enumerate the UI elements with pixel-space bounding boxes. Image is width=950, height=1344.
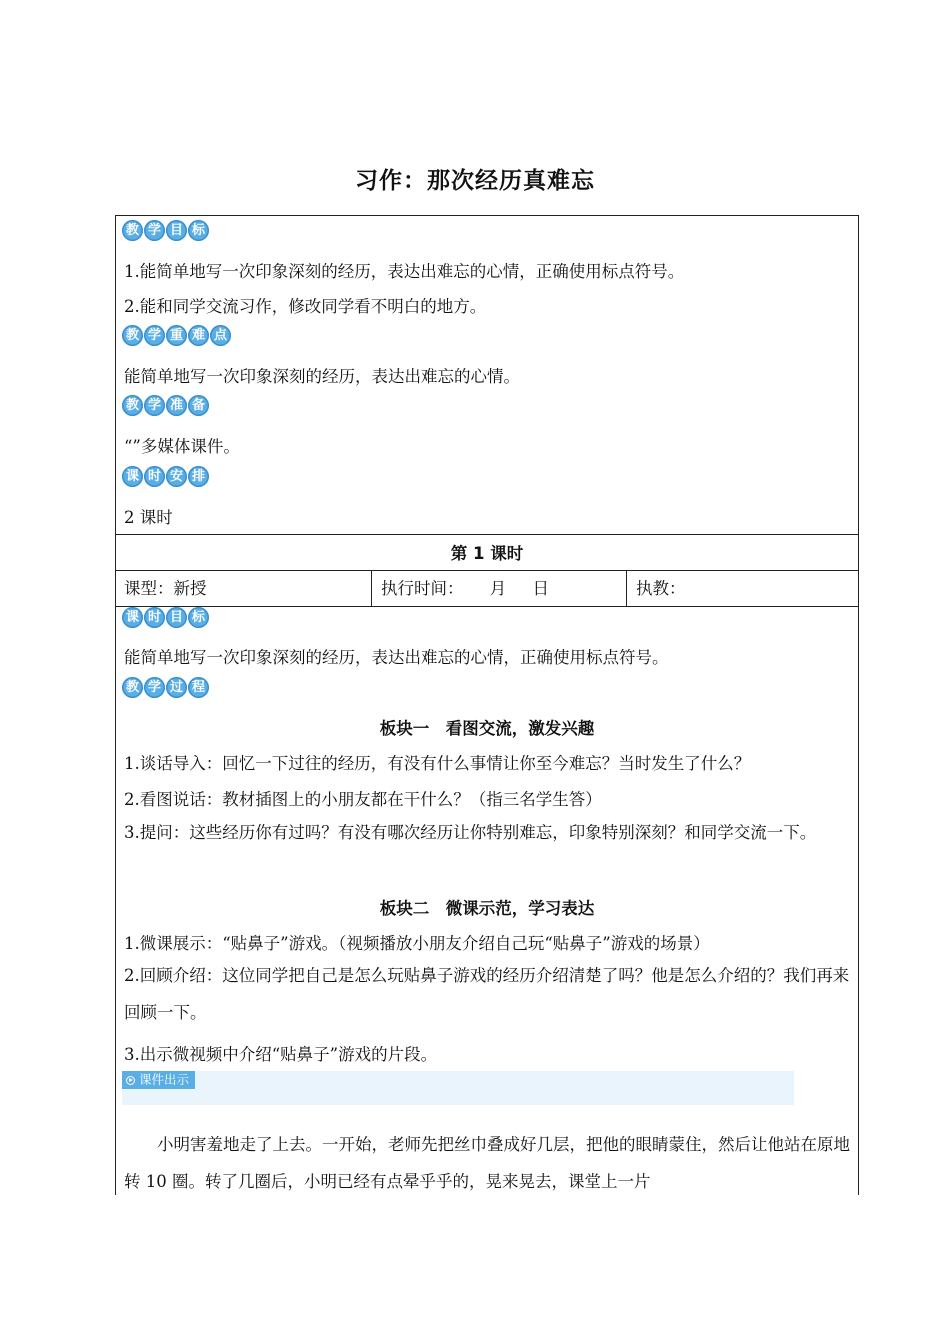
teacher-field: 执教： xyxy=(636,579,686,598)
preparation-text: “”多媒体课件。 xyxy=(124,437,240,456)
section-2-line-3: 3.出示微视频中介绍“贴鼻子”游戏的片段。 xyxy=(124,1045,438,1064)
lesson-plan-table xyxy=(115,215,859,1195)
divider xyxy=(116,606,858,607)
section-2-line-2: 2.回顾介绍：这位同学把自己是怎么玩贴鼻子游戏的经历介绍清楚了吗？他是怎么介绍的？我们再来回顾一下。 xyxy=(124,966,850,1022)
lesson-goals-badge: 课 时 目 标 xyxy=(122,607,209,628)
goal-item-2: 2.能和同学交流习作，修改同学看不明白的地方。 xyxy=(124,297,487,316)
teaching-process-badge: 教 学 过 程 xyxy=(122,677,209,698)
key-points-badge: 教 学 重 难 点 xyxy=(122,325,231,346)
story-excerpt: 小明害羞地走了上去。一开始，老师先把丝巾叠成好几层，把他的眼睛蒙住，然后让他站在原地转 10 圈。转了几圈后，小明已经有点晕乎乎的，晃来晃去，课堂上一片 xyxy=(124,1135,850,1191)
goal-item-1: 1.能简单地写一次印象深刻的经历，表达出难忘的心情，正确使用标点符号。 xyxy=(124,262,685,281)
courseware-tag: 课件出示 xyxy=(122,1071,195,1089)
divider xyxy=(116,570,858,571)
teaching-goals-badge: 教 学 目 标 xyxy=(122,220,209,241)
lesson-type: 课型：新授 xyxy=(124,579,207,598)
section-1-heading: 板块一 看图交流，激发兴趣 xyxy=(379,719,595,738)
section-1-line-1: 1.谈话导入：回忆一下过往的经历，有没有什么事情让你至今难忘？当时发生了什么？ xyxy=(124,754,751,773)
key-points-text: 能简单地写一次印象深刻的经历，表达出难忘的心情。 xyxy=(124,367,520,386)
schedule-badge: 课 时 安 排 xyxy=(122,466,209,487)
courseware-display-bar xyxy=(122,1071,794,1105)
section-1-line-3: 3.提问：这些经历你有过吗？有没有哪次经历让你特别难忘，印象特别深刻？和同学交流一下。 xyxy=(124,823,817,842)
preparation-badge: 教 学 准 备 xyxy=(122,395,209,416)
section-1-line-2: 2.看图说话：教材插图上的小朋友都在干什么？（指三名学生答） xyxy=(124,790,602,809)
lesson-header: 第 1 课时 xyxy=(450,544,524,563)
column-divider xyxy=(626,570,627,606)
schedule-text: 2 课时 xyxy=(124,508,173,527)
column-divider xyxy=(371,570,372,606)
section-2-heading: 板块二 微课示范，学习表达 xyxy=(379,899,595,918)
execution-time: 执行时间： 月 日 xyxy=(381,579,549,598)
play-icon xyxy=(126,1076,135,1085)
lesson-goal-text: 能简单地写一次印象深刻的经历，表达出难忘的心情，正确使用标点符号。 xyxy=(124,648,669,667)
section-2-line-1: 1.微课展示：“贴鼻子”游戏。（视频播放小朋友介绍自己玩“贴鼻子”游戏的场景） xyxy=(124,934,710,953)
divider xyxy=(116,534,858,535)
page-title: 习作：那次经历真难忘 xyxy=(355,168,595,194)
